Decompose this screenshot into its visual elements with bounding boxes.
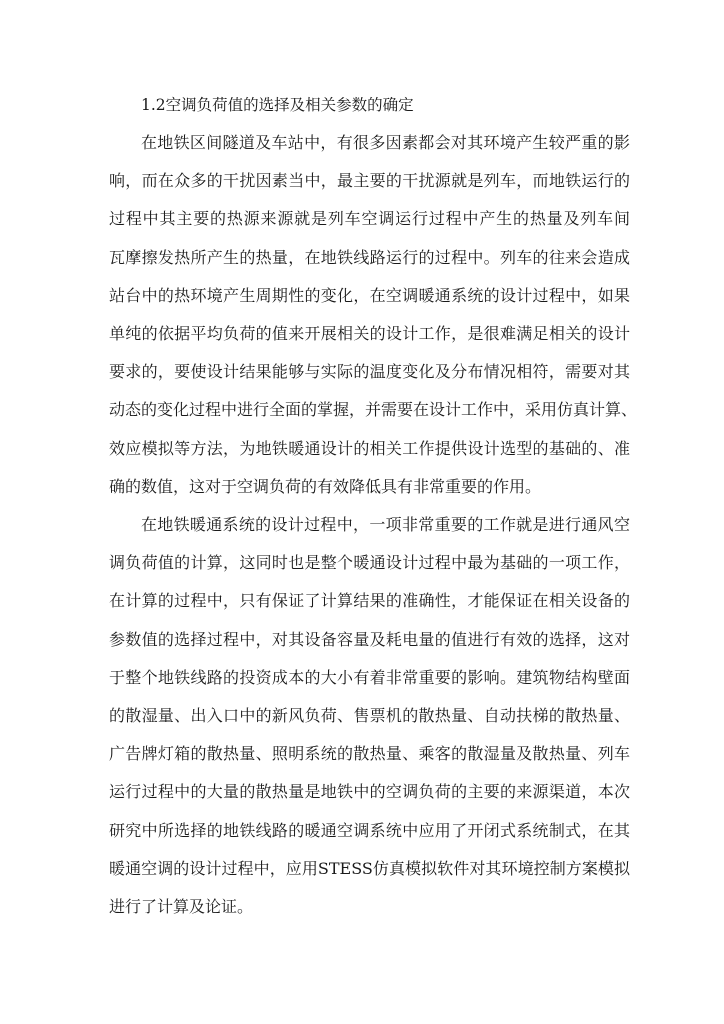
paragraph-line: 的散湿量、出入口中的新风负荷、售票机的散热量、自动扶梯的散热量、: [109, 706, 630, 726]
paragraph-line: 调负荷值的计算，这同时也是整个暖通设计过程中最为基础的一项工作，: [109, 553, 630, 573]
paragraph-line: 研究中所选择的地铁线路的暖通空调系统中应用了开闭式系统制式，在其: [109, 820, 630, 840]
paragraph-line: 在地铁区间隧道及车站中，有很多因素都会对其环境产生较严重的影: [141, 133, 630, 152]
paragraph-line: 效应模拟等方法，为地铁暖通设计的相关工作提供设计选型的基础的、准: [109, 438, 630, 458]
paragraph-line: 运行过程中的大量的散热量是地铁中的空调负荷的主要的来源渠道，本次: [109, 782, 630, 802]
paragraph-line: 动态的变化过程中进行全面的掌握，并需要在设计工作中，采用仿真计算、: [109, 400, 638, 420]
paragraph-line: 在地铁暖通系统的设计过程中，一项非常重要的工作就是进行通风空: [141, 515, 630, 535]
paragraph-line: 暖通空调的设计过程中，应用STESS仿真模拟软件对其环境控制方案模拟: [109, 858, 630, 878]
paragraph-line: 参数值的选择过程中，对其设备容量及耗电量的值进行有效的选择，这对: [109, 629, 630, 649]
paragraph-line: 站台中的热环境产生周期性的变化，在空调暖通系统的设计过程中，如果: [109, 285, 630, 305]
paragraph-line: 进行了计算及论证。: [109, 897, 254, 917]
paragraph-1: [109, 124, 638, 506]
paragraph-line: 确的数值，这对于空调负荷的有效降低具有非常重要的作用。: [109, 476, 542, 496]
paragraph-line: 过程中其主要的热源来源就是列车空调运行过程中产生的热量及列车间: [109, 209, 630, 229]
body-text: [109, 86, 638, 926]
paragraph-line: 单纯的依据平均负荷的值来开展相关的设计工作，是很难满足相关的设计: [109, 324, 630, 344]
paragraph-line: 广告牌灯箱的散热量、照明系统的散热量、乘客的散湿量及散热量、列车: [109, 744, 630, 764]
paragraph-line: 要求的，要使设计结果能够与实际的温度变化及分布情况相符，需要对其: [109, 362, 630, 382]
paragraph-line: 于整个地铁线路的投资成本的大小有着非常重要的影响。建筑物结构壁面: [109, 667, 630, 687]
section-heading: 1.2空调负荷值的选择及相关参数的确定: [141, 96, 414, 114]
paragraph-line: 瓦摩擦发热所产生的热量，在地铁线路运行的过程中。列车的往来会造成: [109, 247, 630, 267]
paragraph-line: 在计算的过程中，只有保证了计算结果的准确性，才能保证在相关设备的: [109, 591, 630, 611]
paragraph-line: 响，而在众多的干扰因素当中，最主要的干扰源就是列车，而地铁运行的: [109, 171, 630, 191]
paragraph-2: [109, 506, 630, 926]
